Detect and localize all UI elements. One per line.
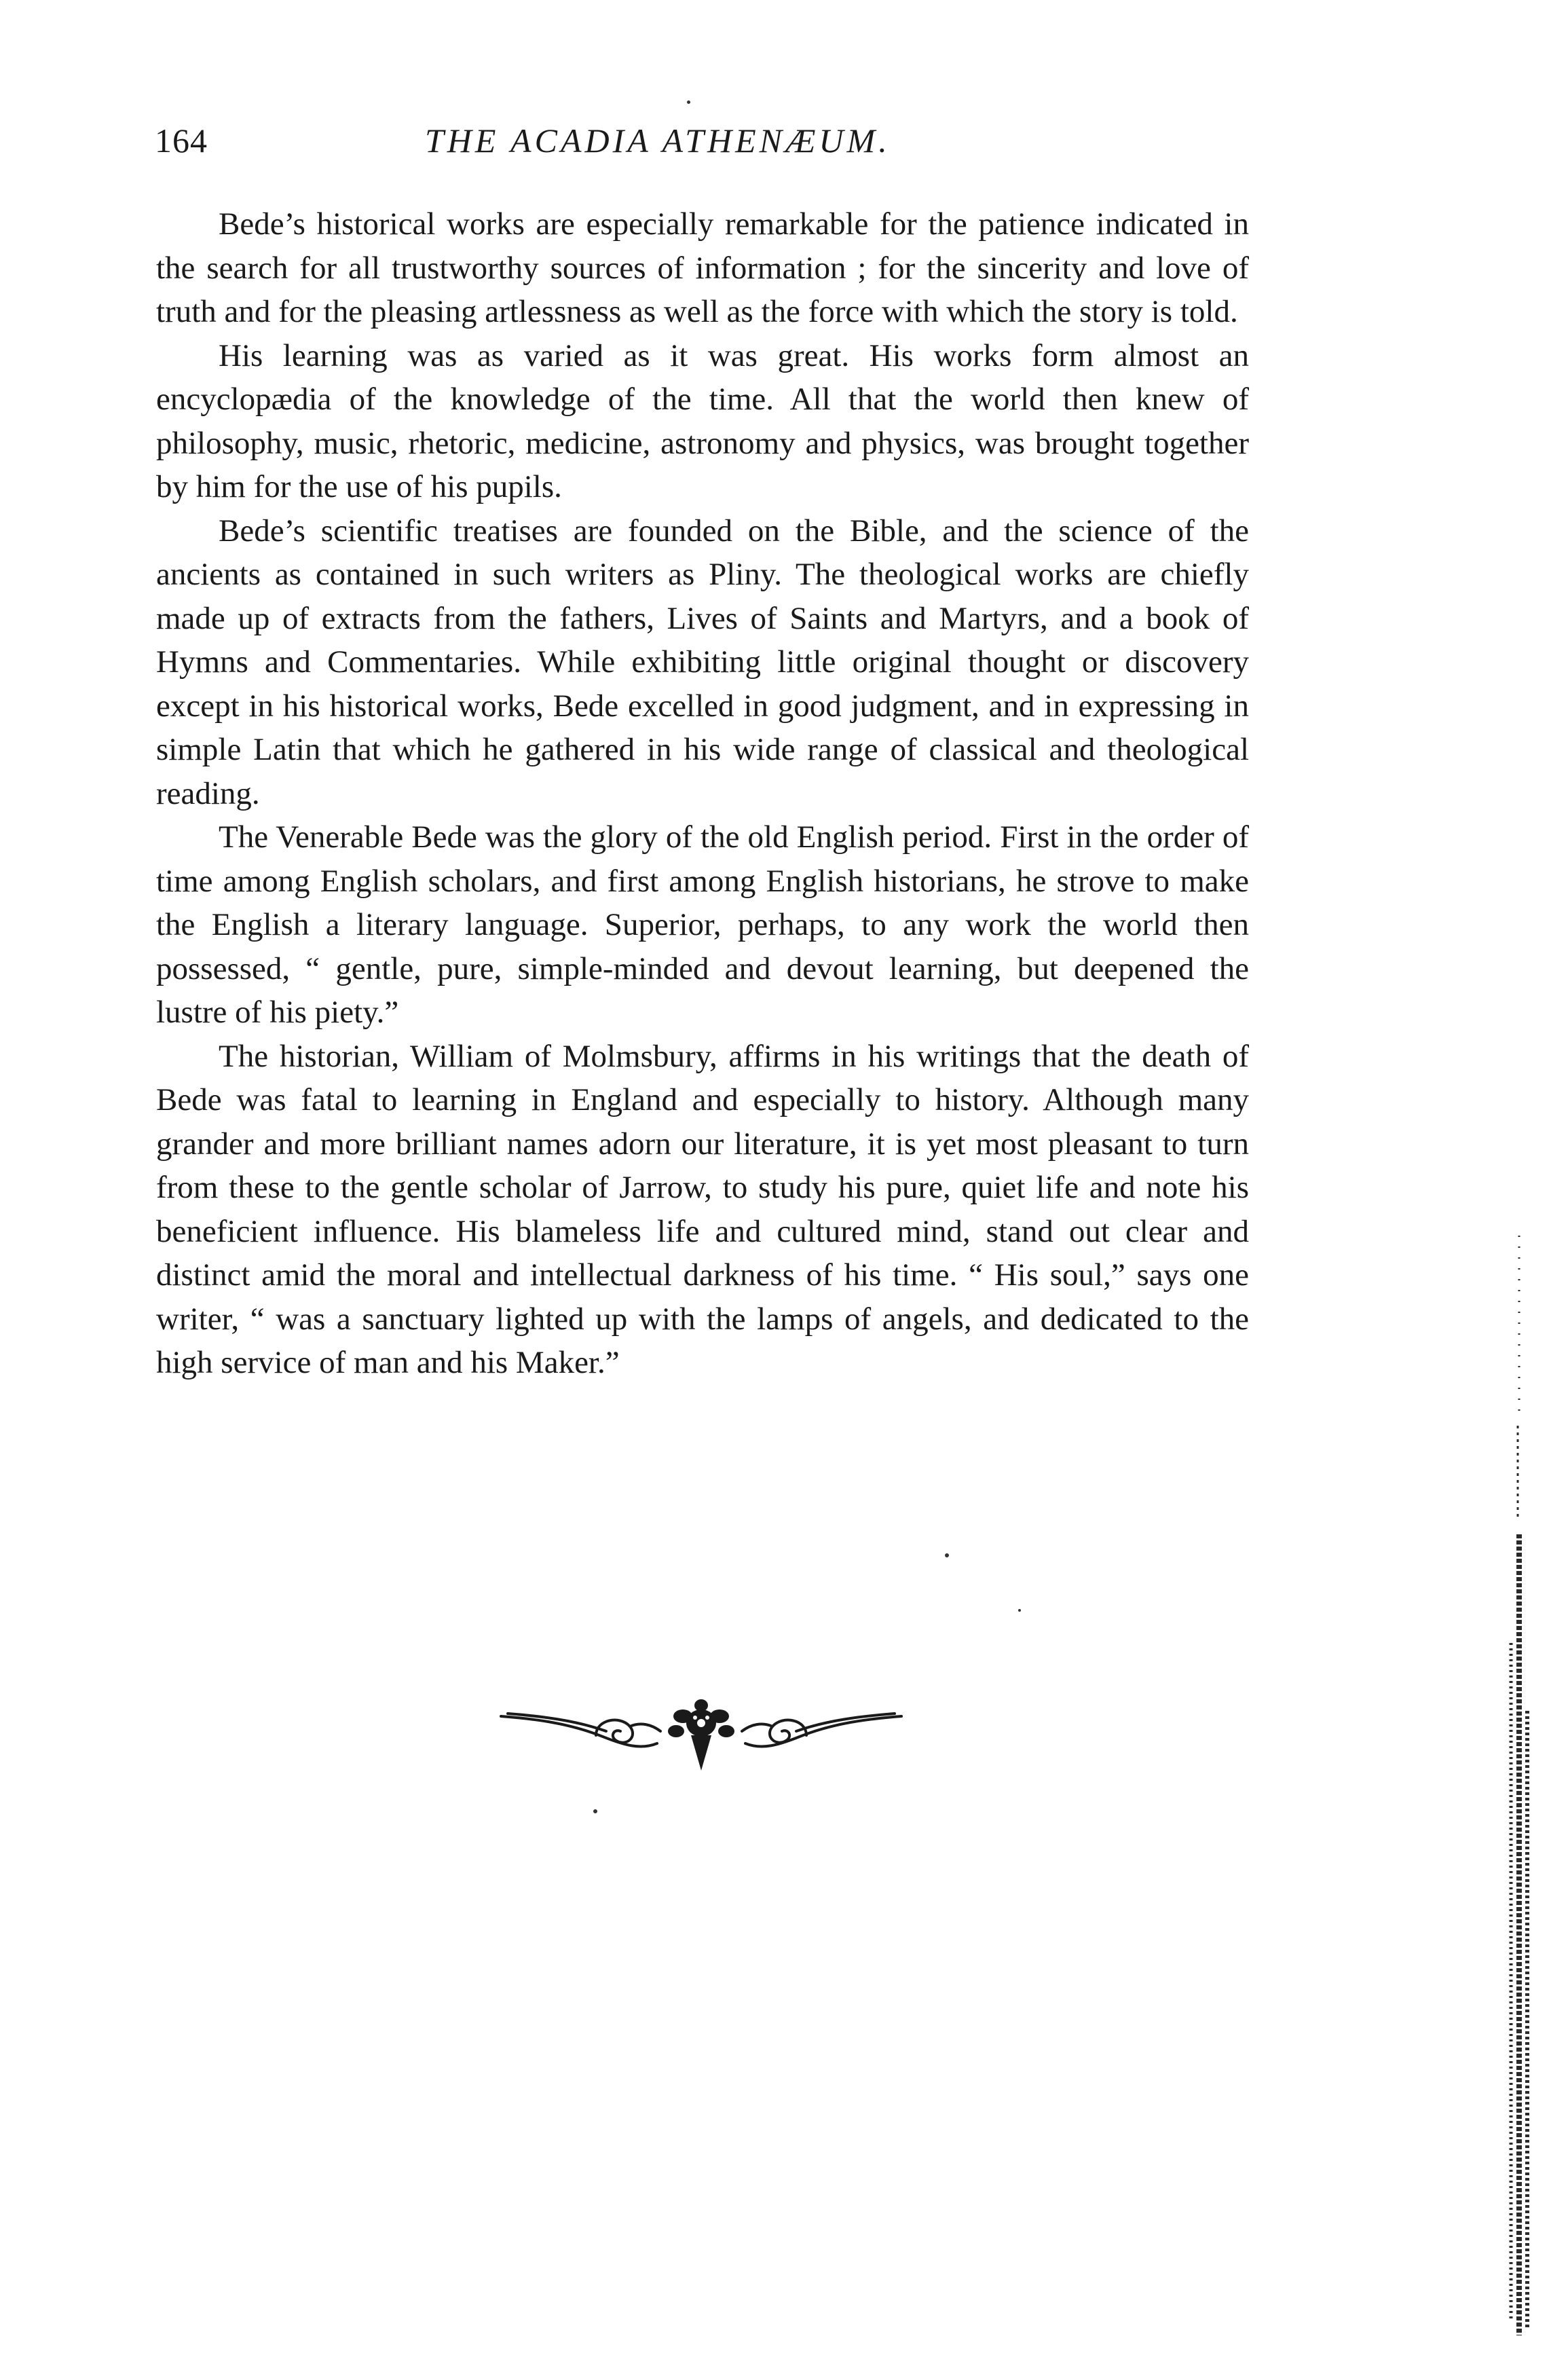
print-speck <box>945 1553 949 1557</box>
article-body <box>156 202 1249 1385</box>
paragraph-2: His learning was as varied as it was great. His works form almost an encyclopædia of the knowledge of the time. All that the world then knew of philosophy, music, rhetoric, medicine, astronomy and physics, was brought together by him for the use of his pupils. <box>156 337 1249 504</box>
page-header <box>155 121 1249 168</box>
page-number: 164 <box>155 122 208 160</box>
print-speck <box>1018 1609 1021 1612</box>
scroll-tailpiece-ornament-icon <box>494 1696 908 1777</box>
paragraph-5: The historian, William of Molmsbury, affirms in his writings that the death of Bede was fatal to learning in England and especially to history. Although many grander and more brilliant names adorn our literature, it is yet most pleasant to turn from these to the gentle scholar of Jarrow, to study his pure, quiet life and note his beneficient influence. His blameless life and cultured mind, stand out clear and distinct amid the moral and intellectual darkness of his time. “ His soul,” says one writer, “ was a sanctuary lighted up with the lamps of angels, and dedicated to the high service of man and his Maker.” <box>156 1038 1249 1380</box>
paragraph-1: Bede’s historical works are especially remarkable for the patience indicated in the search for all trustworthy sources of information ; for the sincerity and love of truth and for the pleasing artlessness as well as the force with which the story is told. <box>156 206 1249 329</box>
paragraph-4: The Venerable Bede was the glory of the old English period. First in the order of time among English scholars, and first among English historians, he strove to make the English a literary language. Superior, perhaps, to any work the world then possessed, “ gentle, pure, simple-minded and devout learning, but deepened the lustre of his piety.” <box>156 819 1249 1030</box>
paragraph-3: Bede’s scientific treatises are founded on the Bible, and the science of the ancients as contained in such writers as Pliny. The theological works are chiefly made up of extracts from the fathers, Lives of Saints and Martyrs, and a book of Hymns and Commentaries. While exhibiting little original thought or discovery except in his historical works, Bede excelled in good judgment, and in expressing in simple Latin that which he gathered in his wide range of classical and theological reading. <box>156 513 1249 811</box>
print-speck <box>687 100 690 104</box>
scan-edge-noise <box>1501 1236 1537 2335</box>
running-title: THE ACADIA ATHENÆUM. <box>425 122 891 160</box>
print-speck <box>593 1809 597 1813</box>
